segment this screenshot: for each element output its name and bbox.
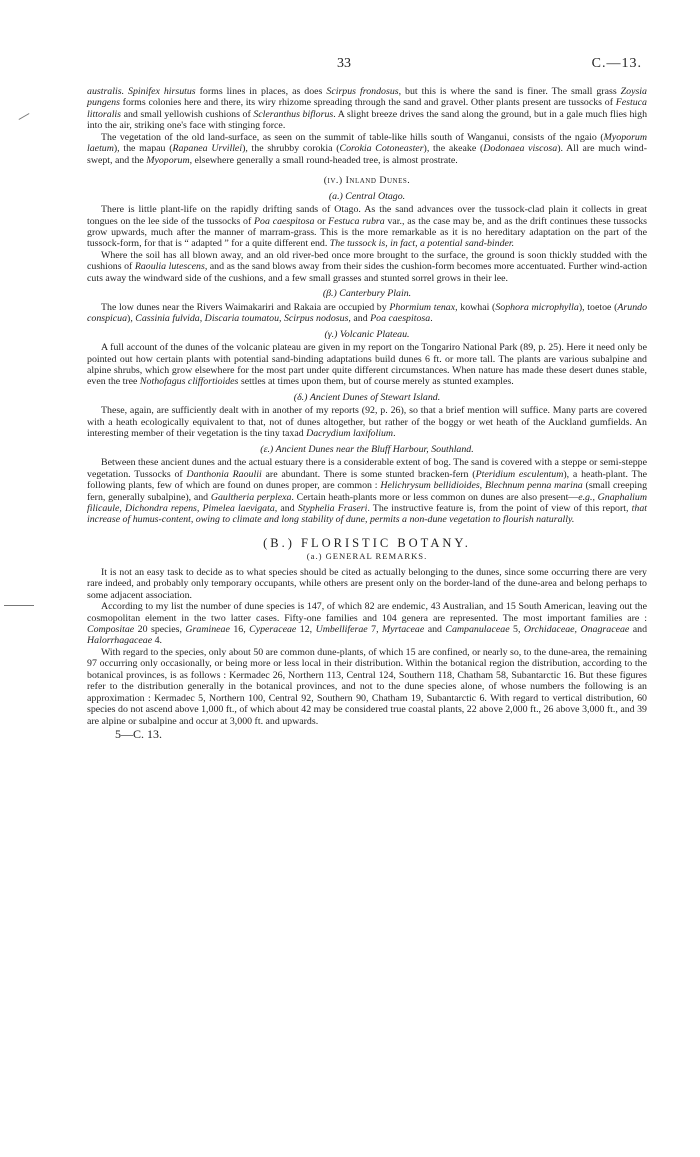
text-run: Halorrhagaceae xyxy=(87,635,153,647)
text-run: , elsewhere generally a small round-headed tree, is almost prostrate. xyxy=(189,154,458,166)
text-run: and xyxy=(424,624,446,636)
text-run: Arundo conspicua xyxy=(87,301,647,325)
text-run: The tussock is, in fact, a potential sand-binder. xyxy=(329,238,515,250)
subsection-heading: (ε.) Ancient Dunes near the Bluff Harbour, Southland. xyxy=(260,443,474,455)
text-run: forms lines in places, as does xyxy=(195,86,327,97)
text-run: The vegetation of the old land-surface, as seen on the summit of table-like hills south of Wanganui, consists of the ngaio ( xyxy=(101,131,604,143)
text-run: 12, xyxy=(296,624,316,636)
text-run: forms colonies here and there, its wiry rhizome spreading through the sand and gravel. Other plants present are tussocks of xyxy=(119,97,616,109)
text-run: var., as the case may be, and as the drift continues these tussocks grow upwards, much after the manner of marram-grass. This is the more remarkable as it is no hereditary adaptation on the part of the tussock-form, for that is “ adapted ” for a quite different end. xyxy=(87,215,647,250)
text-run: Styphelia Fraseri xyxy=(297,502,368,514)
text-run: Orchidaceae, Onagraceae xyxy=(523,624,630,636)
section-heading: (iv.) Inland Dunes. xyxy=(323,175,411,187)
document-reference: C.—13. xyxy=(591,56,642,71)
text-run: Compositae xyxy=(87,624,135,636)
paragraph xyxy=(87,86,647,132)
text-run: Between these ancient dunes and the actual estuary there is a considerable extent of bog. The sand is covered with a steppe or semi-steppe vegetation. Tussocks of xyxy=(87,457,647,480)
text-run: Myrtaceae xyxy=(382,624,425,636)
text-run: Poa caespitosa xyxy=(254,215,315,227)
text-run: (small creeping fern, generally subalpine), and xyxy=(87,480,648,503)
page-footer: 5—C. 13. xyxy=(115,727,163,742)
subsection-heading: (γ.) Volcanic Plateau. xyxy=(324,328,410,340)
text-run: Festuca littoralis xyxy=(87,97,647,120)
page-body xyxy=(87,86,647,741)
subsection-heading: (a.) Central Otago. xyxy=(328,190,406,202)
text-run: Myoporum xyxy=(146,154,190,166)
text-run: Scleranthus biflorus xyxy=(253,108,334,120)
text-run: Myoporum laetum xyxy=(87,131,647,155)
page-number: 33 xyxy=(337,56,351,71)
text-run: ), the shrubby corokia ( xyxy=(242,143,340,155)
text-run: ), toetoe ( xyxy=(578,301,618,313)
text-run: Where the soil has all blown away, and an old river-bed once more brought to the surface, the ground is soon thickly studded with the cushions of xyxy=(87,249,647,273)
paragraph xyxy=(87,132,647,166)
text-run: , and as the sand blows away from their sides the cushion-form becomes more accentuated. Further wind-action cuts away the windward side of the cushions, and a few small grasses and stunted sorrel grows in their lee. xyxy=(87,261,648,284)
text-run: Pteridium esculentum xyxy=(475,468,564,480)
paragraph xyxy=(87,405,647,439)
text-run: These, again, are sufficiently dealt with in another of my reports (92, p. 26), so that a brief mention will suffice. Many parts are covered with a heath ecologically equivalent to that, not of dunes altogether, but rather of the boggy or wet heath of the Auckland gumfields. An interesting member of their vegetation is the tiny taxad xyxy=(87,405,647,440)
text-run: australis. xyxy=(87,86,125,97)
text-run: ). All are much wind-swept, and the xyxy=(87,143,647,166)
paragraph: With regard to the species, only about 50 are common dune-plants, of which 15 are confined, or nearly so, to the dune-area, the remaining 97 occurring only occasionally, or being more or less local in their distribution. Within the botanical region the distribution, according to the botanical provinces, is as follows : Kermadec 26, Northern 113, Central 124, Southern 118, Chatham 58, Subantarctic 16. But these figures refer to the distribution generally in the botanical provinces, and not to the dune species alone, of whose numbers the following is an approximation : Kermadec 5, Northern 100, Central 92, Southern 90, Chatham 19, Subantarctic 6. With regard to vertical distribution, 60 species do not ascend above 1,000 ft., of which about 42 may be considered true coastal plants, 22 above 2,000 ft., 26 above 3,000 ft., and 39 are alpine or subalpine and occur at 3,000 ft. and upwards. xyxy=(87,646,647,727)
text-run: . The instructive feature is, from the point of view of this report, xyxy=(367,502,632,514)
text-run: 20 species, xyxy=(134,624,186,636)
text-run: Sophora microphylla xyxy=(495,301,579,313)
paragraph xyxy=(87,250,647,284)
text-run: Poa caespitosa xyxy=(370,313,431,325)
text-run: According to my list the number of dune species is 147, of which 82 are endemic, 43 Australian, and 15 South American, leaving out the cosmopolitan element in the two latter cases. Fifty-one families and 104 genera are represented. The most important families are : xyxy=(87,601,647,624)
text-run: ), the mapau ( xyxy=(113,143,173,155)
text-run: settles at times upon them, but of course merely as stunted examples. xyxy=(238,376,514,388)
text-run: A full account of the dunes of the volcanic plateau are given in my report on the Tongariro National Park (89, p. 25). Here it need only be pointed out how certain plants with potential sand-binding adaptations build dunes 6 ft. or more tall. The plants are various subalpine and alpine shrubs, which grow elsewhere for the most part under quite different circumstances. When nature has made these desert dunes stable, even the tree xyxy=(87,342,647,388)
subsection-heading: (a.) GENERAL REMARKS. xyxy=(306,551,428,562)
text-run: Festuca rubra xyxy=(328,215,385,227)
text-run: 16, xyxy=(229,624,250,636)
text-run: that increase of humus-content, owing to climate and long stability of dune, permits a non-dune vegetation to flourish naturally. xyxy=(87,502,648,526)
subsection-heading: (δ.) Ancient Dunes of Stewart Island. xyxy=(293,391,441,403)
text-run: Campanulaceae xyxy=(445,624,510,636)
text-run: Cassinia fulvida, Discaria toumatou, Scirpus nodosus, xyxy=(135,313,351,325)
paragraph xyxy=(87,457,647,526)
text-run: and xyxy=(277,502,298,514)
text-run: . xyxy=(430,313,433,325)
text-run: Spinifex hirsutus xyxy=(128,86,196,97)
subsection-heading: (β.) Canterbury Plain. xyxy=(322,288,412,300)
text-run: Cyperaceae xyxy=(249,624,297,636)
text-run: ), xyxy=(127,313,136,325)
text-run: There is little plant-life on the rapidly drifting sands of Otago. As the sand advances over the tussock-clad plain it collects in great tongues on the lee side of the tussocks of xyxy=(87,204,647,227)
text-run: Umbelliferae xyxy=(315,624,368,636)
paragraph xyxy=(87,342,647,388)
text-run: Corokia Cotoneaster xyxy=(339,143,424,155)
text-run: Gramineae xyxy=(185,624,230,636)
text-run: 7, xyxy=(367,624,382,636)
text-run: Rapanea Urvillei xyxy=(172,143,243,155)
text-run: Dodonaea viscosa xyxy=(483,143,558,155)
page-header xyxy=(0,56,700,76)
text-run: Phormium tenax xyxy=(389,301,456,313)
text-run: are abundant. There is some stunted bracken-fern ( xyxy=(261,468,476,480)
text-run: . Certain heath-plants more or less common on dunes are also present— xyxy=(291,491,579,503)
text-run: ), a heath-plant. The following plants, few of which are found on dunes proper, are common : xyxy=(87,468,648,492)
text-run: and xyxy=(629,624,648,636)
text-run: The low dunes near the Rivers Waimakariri and Rakaia are occupied by xyxy=(101,301,390,313)
paragraph xyxy=(87,601,647,647)
paragraph xyxy=(87,302,647,325)
text-run: . xyxy=(393,428,396,440)
margin-mark xyxy=(4,605,34,606)
text-run: Dacrydium laxifolium xyxy=(306,428,394,440)
text-run: 5, xyxy=(509,624,524,636)
paragraph xyxy=(87,204,647,250)
text-run: or xyxy=(314,215,329,227)
text-run: e.g., Gnaphalium filicaule, Dichondra repens, Pimelea laevigata, xyxy=(87,491,647,514)
text-run: 4. xyxy=(152,635,162,647)
paragraph: It is not an easy task to decide as to what species should be cited as actually belonging to the dunes, since some occurring there are very rare indeed, and probably only temporary occupants, while others are present only on the border-land of the dune-area and belong perhaps to some adjacent association. xyxy=(87,566,647,601)
text-run: Nothofagus cliffortioides xyxy=(139,376,239,388)
text-run: Scirpus frondosus xyxy=(326,86,399,97)
text-run: Raoulia lutescens xyxy=(134,261,205,273)
text-run: , kowhai ( xyxy=(455,301,496,313)
margin-mark xyxy=(19,113,30,120)
text-run: . A slight breeze drives the sand along the ground, but in a gale much flies high into the air, striking one's face with stinging force. xyxy=(87,108,648,132)
section-heading: (B.) FLORISTIC BOTANY. xyxy=(263,535,471,550)
text-run: Gaultheria perplexa xyxy=(210,491,292,503)
text-run: Zoysia pungens xyxy=(87,86,647,109)
text-run: ), the akeake ( xyxy=(423,143,484,155)
text-run: Helichrysum bellidioides, Blechnum penna marina xyxy=(380,480,583,492)
text-run: and small yellowish cushions of xyxy=(121,108,254,120)
text-run: , but this is where the sand is finer. The small grass xyxy=(398,86,621,97)
text-run: Danthonia Raoulii xyxy=(186,468,262,480)
text-run: and xyxy=(350,313,371,325)
